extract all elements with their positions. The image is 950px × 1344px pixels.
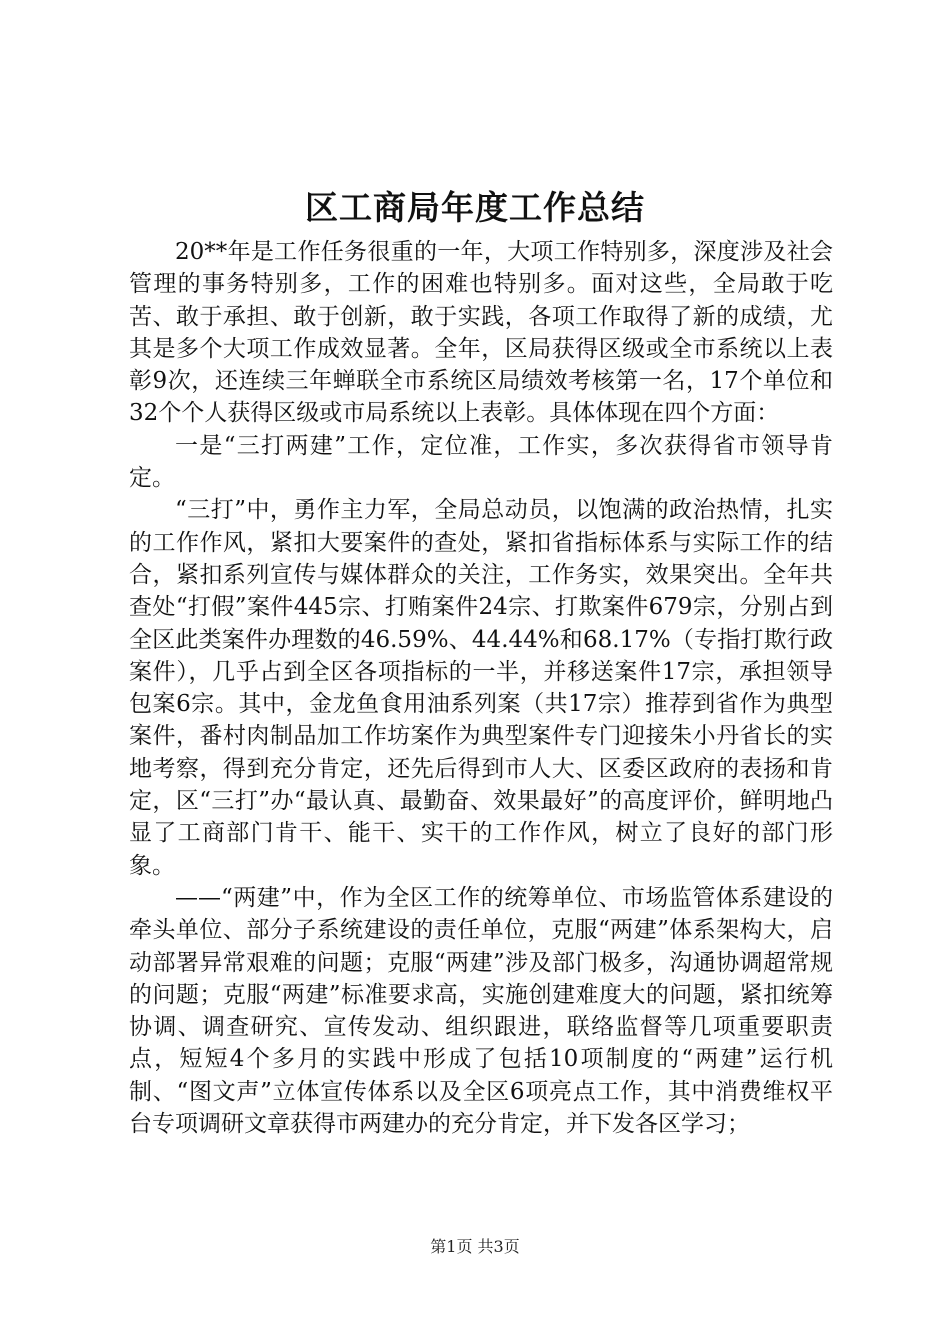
paragraph-liang-jian: ——“两建”中，作为全区工作的统筹单位、市场监管体系建设的牵头单位、部分子系统建设的责任单位，克服“两建”体系架构大，启动部署异常艰难的问题；克服“两建”涉及部门极多，沟通协调超常规的问题；克服“两建”标准要求高，实施创建难度大的问题，紧扣统筹协调、调查研究、宣传发动、组织跟进，联络监督等几项重要职责点，短短4个多月的实践中形成了包括10项制度的“两建”运行机制、“图文声”立体宣传体系以及全区6项亮点工作，其中消费维权平台专项调研文章获得市两建办的充分肯定，并下发各区学习；: [129, 884, 833, 1138]
paragraph-san-da: “三打”中，勇作主力军，全局总动员，以饱满的政治热情，扎实的工作作风，紧扣大要案件的查处，紧扣省指标体系与实际工作的结合，紧扣系列宣传与媒体群众的关注，工作务实，效果突出。全年共查处“打假”案件445宗、打贿案件24宗、打欺案件679宗，分别占到全区此类案件办理数的46.59%、44.44%和68.17%（专指打欺行政案件），几乎占到全区各项指标的一半，并移送案件17宗，承担领导包案6宗。其中，金龙鱼食用油系列案（共17宗）推荐到省作为典型案件，番村肉制品加工作坊案作为典型案件专门迎接朱小丹省长的实地考察，得到充分肯定，还先后得到市人大、区委区政府的表扬和肯定，区“三打”办“最认真、最勤奋、效果最好”的高度评价，鲜明地凸显了工商部门肯干、能干、实干的工作作风，树立了良好的部门形象。: [129, 497, 833, 879]
paragraph-point-one: 一是“三打两建”工作，定位准，工作实，多次获得省市领导肯定。: [129, 432, 833, 492]
document-body: [129, 236, 833, 1140]
document-title: 区工商局年度工作总结: [305, 188, 645, 227]
paragraph-intro: 20**年是工作任务很重的一年，大项工作特别多，深度涉及社会管理的事务特别多，工作的困难也特别多。面对这些，全局敢于吃苦、敢于承担、敢于创新，敢于实践，各项工作取得了新的成绩，尤其是多个大项工作成效显著。全年，区局获得区级或全市系统以上表彰9次，还连续三年蝉联全市系统区局绩效考核第一名，17个单位和32个个人获得区级或市局系统以上表彰。具体体现在四个方面：: [129, 239, 833, 427]
page-footer: 第1页 共3页: [430, 1237, 520, 1256]
